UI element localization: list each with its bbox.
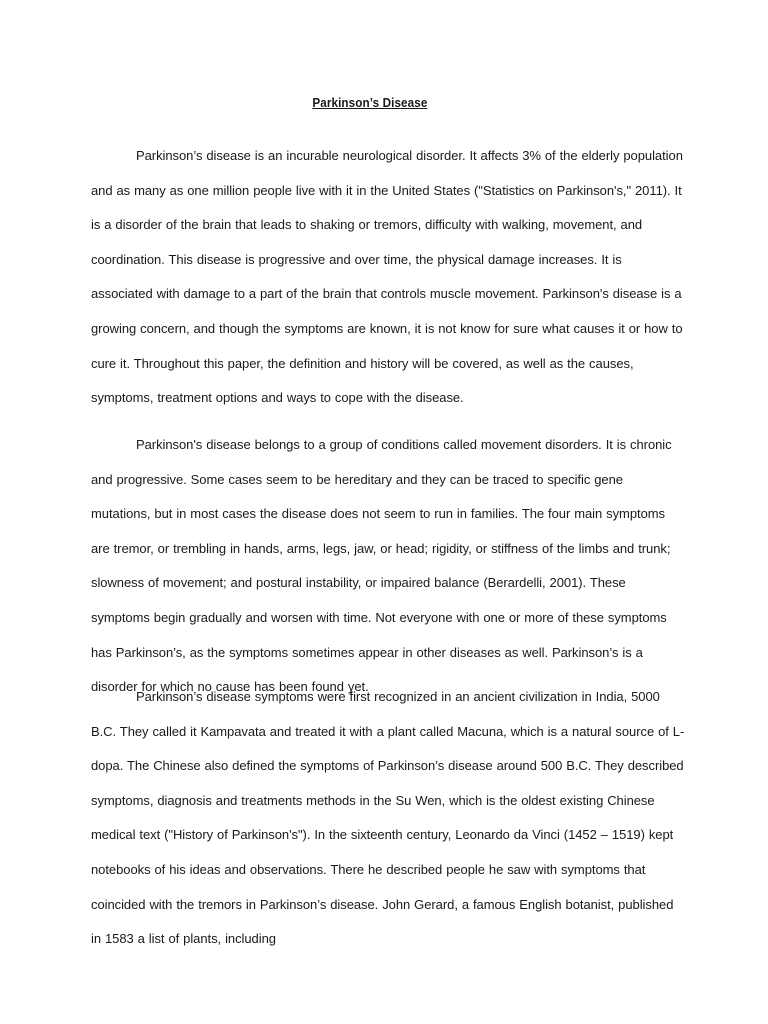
paragraph-definition: Parkinson’s disease is an incurable neurological disorder. It affects 3% of the elderly population and as many as one million people live with it in the United States ("Statistics on Parkinson's," 2011). It is a disorder of the brain that leads to shaking or tremors, difficulty with walking, movement, and coordination. This disease is progressive and over time, the physical damage increases. It is associated with damage to a part of the brain that controls muscle movement. Parkinson's disease is a growing concern, and though the symptoms are known, it is not know for sure what causes it or how to cure it. Throughout this paper, the definition and history will be covered, as well as the causes, symptoms, treatment options and ways to cope with the disease. (91, 148, 683, 406)
paragraph-symptoms: Parkinson's disease belongs to a group of conditions called movement disorders. It is chronic and progressive. Some cases seem to be hereditary and they can be traced to specific gene mutations, but in most cases the disease does not seem to run in families. The four main symptoms are tremor, or trembling in hands, arms, legs, jaw, or head; rigidity, or stiffness of the limbs and trunk; slowness of movement; and postural instability, or impaired balance (Berardelli, 2001). These symptoms begin gradually and worsen with time. Not everyone with one or more of these symptoms has Parkinson’s, as the symptoms sometimes appear in other diseases as well. Parkinson’s is a disorder for which no cause has been found yet. (91, 437, 672, 695)
page-title: Parkinson’s Disease (312, 95, 428, 110)
paragraph-history: Parkinson’s disease symptoms were first recognized in an ancient civilization in India, 5000 B.C. They called it Kampavata and treated it with a plant called Macuna, which is a natural source of L-dopa. The Chinese also defined the symptoms of Parkinson’s disease around 500 B.C. They described symptoms, diagnosis and treatments methods in the Su Wen, which is the oldest existing Chinese medical text ("History of Parkinson's"). In the sixteenth century, Leonardo da Vinci (1452 – 1519) kept notebooks of his ideas and observations. There he described people he saw with symptoms that coincided with the tremors in Parkinson’s disease. John Gerard, a famous English botanist, published in 1583 a list of plants, including (91, 689, 685, 947)
